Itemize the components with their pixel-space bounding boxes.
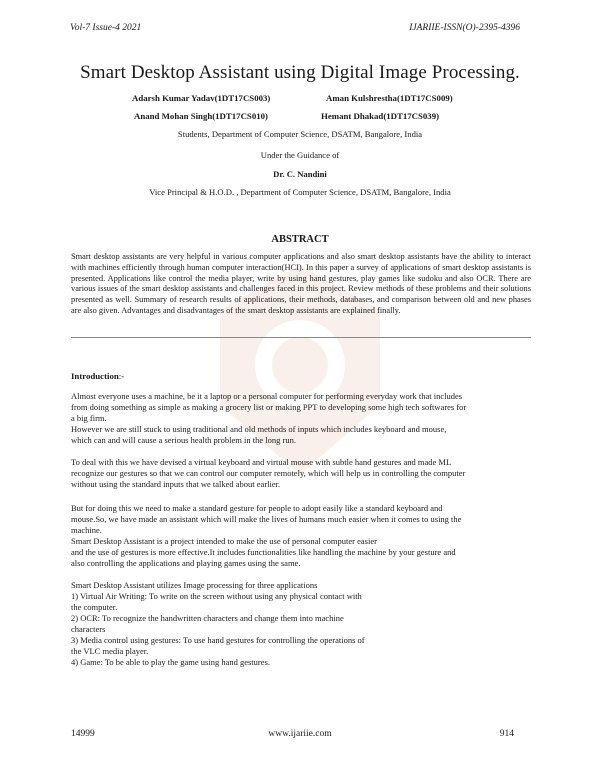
author-4: Hemant Dhakad(1DT17CS039) [321,111,440,121]
intro-line: from doing something as simple as making a grocery list or making PPT to developing some high tech softwares for [71,402,467,412]
intro-line: Smart Desktop Assistant is a project intended to make the use of personal computer easier [71,536,377,546]
intro-line: a big firm. [71,413,107,423]
intro-line: But for doing this we need to make a standard gesture for people to adopt easily like a standard keyboard and [71,503,443,513]
footer-page-number: 914 [499,729,514,739]
list-item: 3) Media control using gestures: To use hand gestures for controlling the operations of [71,635,365,645]
intro-line: recognize our gestures so that we can control our computer remotely, which will help us in controlling the computer [71,468,466,478]
intro-line: Almost everyone uses a machine, be it a laptop or a personal computer for performing everyday work that includes [71,391,463,401]
list-item: 1) Virtual Air Writing: To write on the screen without using any physical contact with [71,591,362,601]
intro-line: To deal with this we have devised a virtual keyboard and virtual mouse with subtle hand gestures and made ML [71,457,452,467]
author-2: Aman Kulshrestha(1DT17CS009) [326,93,453,103]
paper-title: Smart Desktop Assistant using Digital Image Processing. [80,62,520,83]
journal-issn: IJARIIE-ISSN(O)-2395-4396 [409,23,520,33]
intro-line: However we are still stuck to using traditional and old methods of inputs which includes keyboard and mouse, [71,424,447,434]
list-item: the computer. [71,602,118,612]
list-item: the VLC media player. [71,646,149,656]
author-1: Adarsh Kumar Yadav(1DT17CS003) [132,93,271,103]
footer-website[interactable]: www.ijariie.com [268,729,332,739]
intro-line: which can and will cause a serious health problem in the long run. [71,435,296,445]
guide-affiliation: Vice Principal & H.O.D. , Department of Computer Science, DSATM, Bangalore, India [149,187,451,197]
introduction-heading [71,371,124,381]
introduction-heading-suffix: :- [118,371,125,381]
intro-line: and the use of gestures is more effective.It includes functionalities like handling the machine by your gesture and [71,547,456,557]
list-item: 4) Game: To be able to play the game using hand gestures. [71,657,270,667]
author-3: Anand Mohan Singh(1DT17CS010) [134,111,268,121]
author-affiliation: Students, Department of Computer Science, DSATM, Bangalore, India [177,129,423,139]
intro-line: Smart Desktop Assistant utilizes Image processing for three applications [71,580,318,590]
guide-name: Dr. C. Nandini [273,169,327,179]
list-item: 2) OCR: To recognize the handwritten characters and change them into machine [71,613,344,623]
abstract-heading: ABSTRACT [271,234,329,245]
journal-volume: Vol-7 Issue-4 2021 [70,23,142,33]
intro-line: mouse.So, we have made an assistant which will make the lives of humans much easier when it comes to using the [71,514,462,524]
guidance-label: Under the Guidance of [260,150,340,160]
footer-paper-id: 14999 [71,729,95,739]
introduction-heading-text: Introduction [71,371,119,381]
intro-line: machine. [71,525,102,535]
intro-line: without using the standard inputs that we talked about earlier. [71,479,281,489]
intro-line: also controlling the applications and playing games using the same. [71,558,301,568]
section-divider [71,337,531,338]
list-item: characters [71,624,106,634]
abstract-text: Smart desktop assistants are very helpful in various computer applications and also smart desktop assistants have the ability to interact with machines efficiently through human computer interaction(HCI). In this paper a survey of applications of smart desktop assistants is presented. Applications like control the media player, write by using hand gestures, play games like sudoku and also OCR. There are various issues of the smart desktop assistants and challenges faced in this project. Review methods of these problems and their solutions presented as well. Summary of research results of applications, their methods, databases, and comparison between old and new phases are also given. Advantages and disadvantages of the smart desktop assistants are explained finally. [71,252,531,315]
